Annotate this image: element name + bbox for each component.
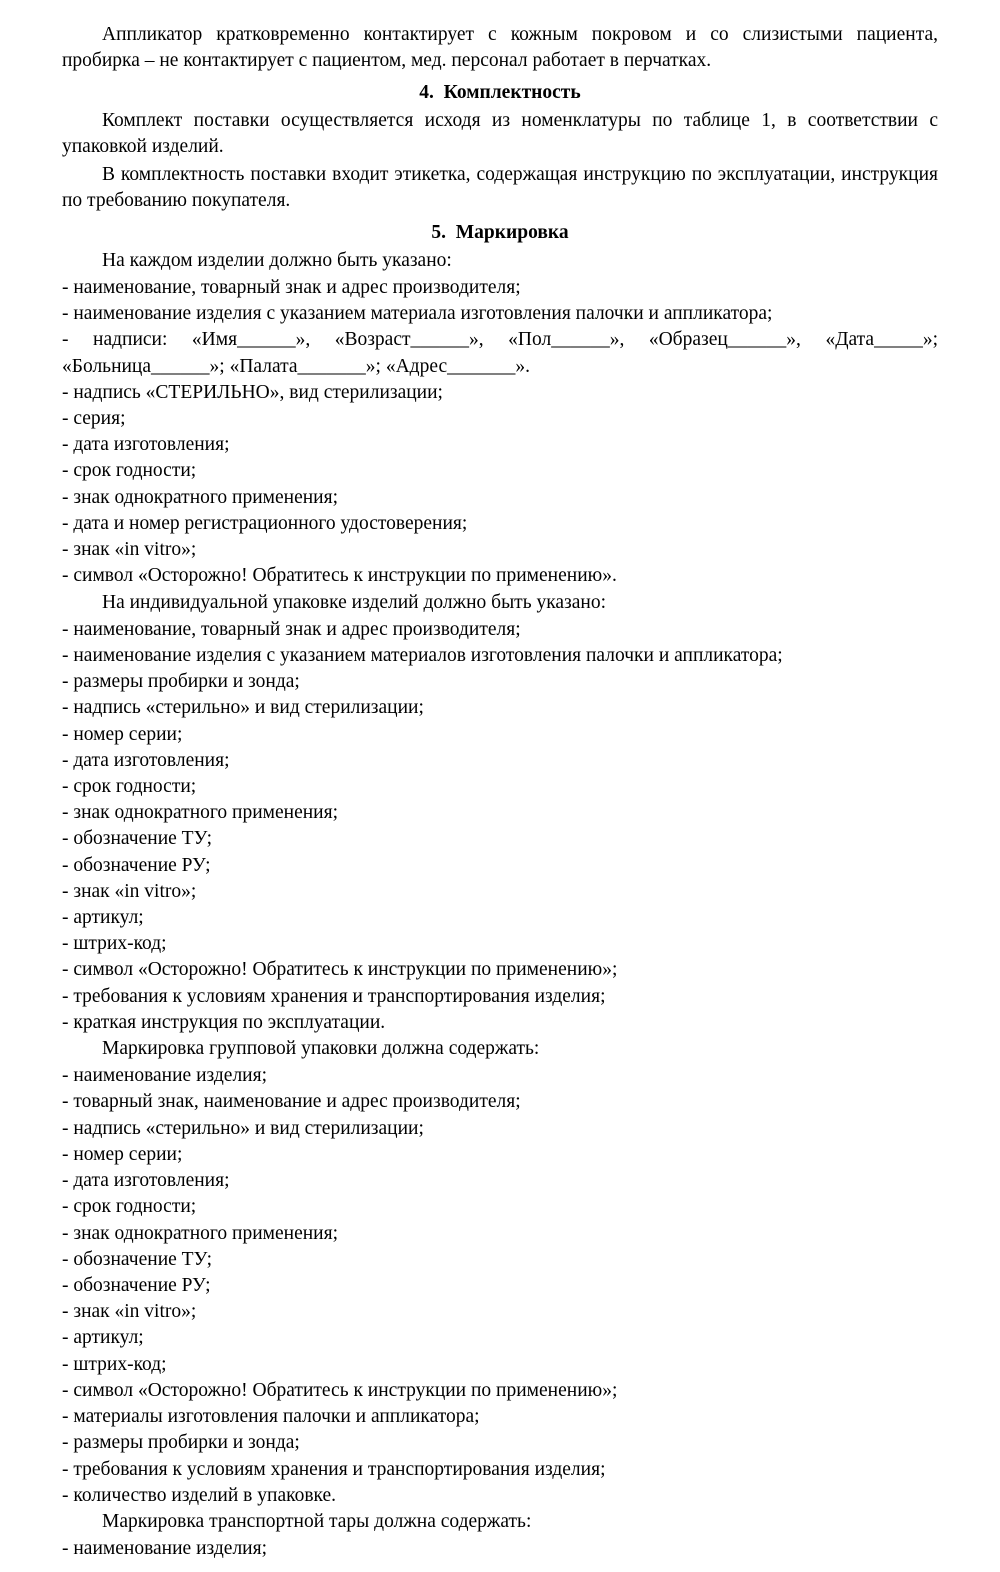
list-item: - артикул; xyxy=(62,1327,144,1349)
list-item: - требования к условиям хранения и транспортирования изделия; xyxy=(62,985,606,1007)
list-item: - надпись «стерильно» и вид стерилизации; xyxy=(62,1117,424,1139)
list-item: - наименование изделия с указанием материалов изготовления палочки и аппликатора; xyxy=(62,644,783,666)
block-4-list xyxy=(62,1536,938,1562)
block-2-list xyxy=(62,617,938,1037)
list-item: - штрих-код; xyxy=(62,1353,167,1375)
block-1-lead: На каждом изделии должно быть указано: xyxy=(102,249,452,271)
block-4-lead: Маркировка транспортной тары должна содержать: xyxy=(102,1510,532,1532)
list-item: - обозначение ТУ; xyxy=(62,1248,213,1270)
list-item: - знак однократного применения; xyxy=(62,802,338,824)
list-item: - обозначение РУ; xyxy=(62,1275,211,1296)
list-item: - обозначение ТУ; xyxy=(62,828,213,850)
block-3-list xyxy=(62,1063,938,1509)
list-item: - знак «in vitro»; xyxy=(62,880,197,902)
section-4-paragraph-2: В комплектность поставки входит этикетка, содержащая инструкцию по эксплуатации, инструкция по требованию покупателя. xyxy=(62,163,938,211)
list-item: - количество изделий в упаковке. xyxy=(62,1484,337,1506)
list-item: - наименование, товарный знак и адрес производителя; xyxy=(62,618,521,640)
intro-paragraph: Аппликатор кратковременно контактирует с кожным покровом и со слизистыми пациента, пробирка – не контактирует с пациентом, мед. персонал работает в перчатках. xyxy=(62,24,938,72)
list-item: - дата изготовления; xyxy=(62,749,230,771)
list-item: - знак однократного применения; xyxy=(62,1222,338,1244)
list-item: - знак однократного применения; xyxy=(62,486,338,508)
list-item: - надпись «стерильно» и вид стерилизации; xyxy=(62,697,424,719)
list-item: - надписи: «Имя______», «Возраст______», «Пол______», «Образец______», «Дата_____»; «Больница______»; «Палата_______»; «Адрес_______». xyxy=(62,329,938,377)
list-item: - требования к условиям хранения и транспортирования изделия; xyxy=(62,1458,606,1480)
section-title-5: Маркировка xyxy=(455,221,569,243)
list-item: - наименование, товарный знак и адрес производителя; xyxy=(62,276,521,298)
list-item: - штрих-код; xyxy=(62,933,167,955)
list-item: - дата изготовления; xyxy=(62,434,230,456)
list-item: - символ «Осторожно! Обратитесь к инструкции по применению»; xyxy=(62,959,618,981)
list-item: - знак «in vitro»; xyxy=(62,539,197,561)
list-item: - срок годности; xyxy=(62,1196,197,1218)
list-item: - срок годности; xyxy=(62,460,197,482)
list-item: - материалы изготовления палочки и аппликатора; xyxy=(62,1406,480,1428)
list-item: - наименование изделия с указанием материала изготовления палочки и аппликатора; xyxy=(62,303,773,325)
block-1-list xyxy=(62,275,938,590)
list-item: - наименование изделия; xyxy=(62,1538,267,1560)
list-item: - артикул; xyxy=(62,907,144,929)
list-item: - дата изготовления; xyxy=(62,1170,230,1192)
list-item: - размеры пробирки и зонда; xyxy=(62,671,300,693)
block-3-lead: Маркировка групповой упаковки должна содержать: xyxy=(102,1038,540,1060)
list-item: - номер серии; xyxy=(62,1143,183,1165)
list-item: - символ «Осторожно! Обратитесь к инструкции по применению»; xyxy=(62,1379,618,1401)
list-item: - знак «in vitro»; xyxy=(62,1301,197,1323)
list-item: - надпись «СТЕРИЛЬНО», вид стерилизации; xyxy=(62,381,443,403)
section-number-4: 4. xyxy=(419,82,434,104)
section-title-4: Комплектность xyxy=(443,82,581,104)
section-heading-4 xyxy=(62,82,938,104)
block-2-lead: На индивидуальной упаковке изделий должно быть указано: xyxy=(102,591,607,613)
list-item: - обозначение РУ; xyxy=(62,854,211,876)
section-number-5: 5. xyxy=(431,221,447,243)
list-item: - серия; xyxy=(62,407,126,429)
list-item: - товарный знак, наименование и адрес производителя; xyxy=(62,1091,521,1113)
list-item: - символ «Осторожно! Обратитесь к инструкции по применению». xyxy=(62,565,617,587)
list-item: - срок годности; xyxy=(62,775,197,797)
list-item: - дата и номер регистрационного удостоверения; xyxy=(62,512,468,534)
list-item: - краткая инструкция по эксплуатации. xyxy=(62,1011,386,1033)
section-4-paragraph-1: Комплект поставки осуществляется исходя из номенклатуры по таблице 1, в соответствии с упаковкой изделий. xyxy=(62,110,938,158)
list-item: - размеры пробирки и зонда; xyxy=(62,1432,300,1454)
list-item: - номер серии; xyxy=(62,723,183,745)
list-item: - наименование изделия; xyxy=(62,1065,267,1087)
section-heading-5 xyxy=(62,222,938,244)
